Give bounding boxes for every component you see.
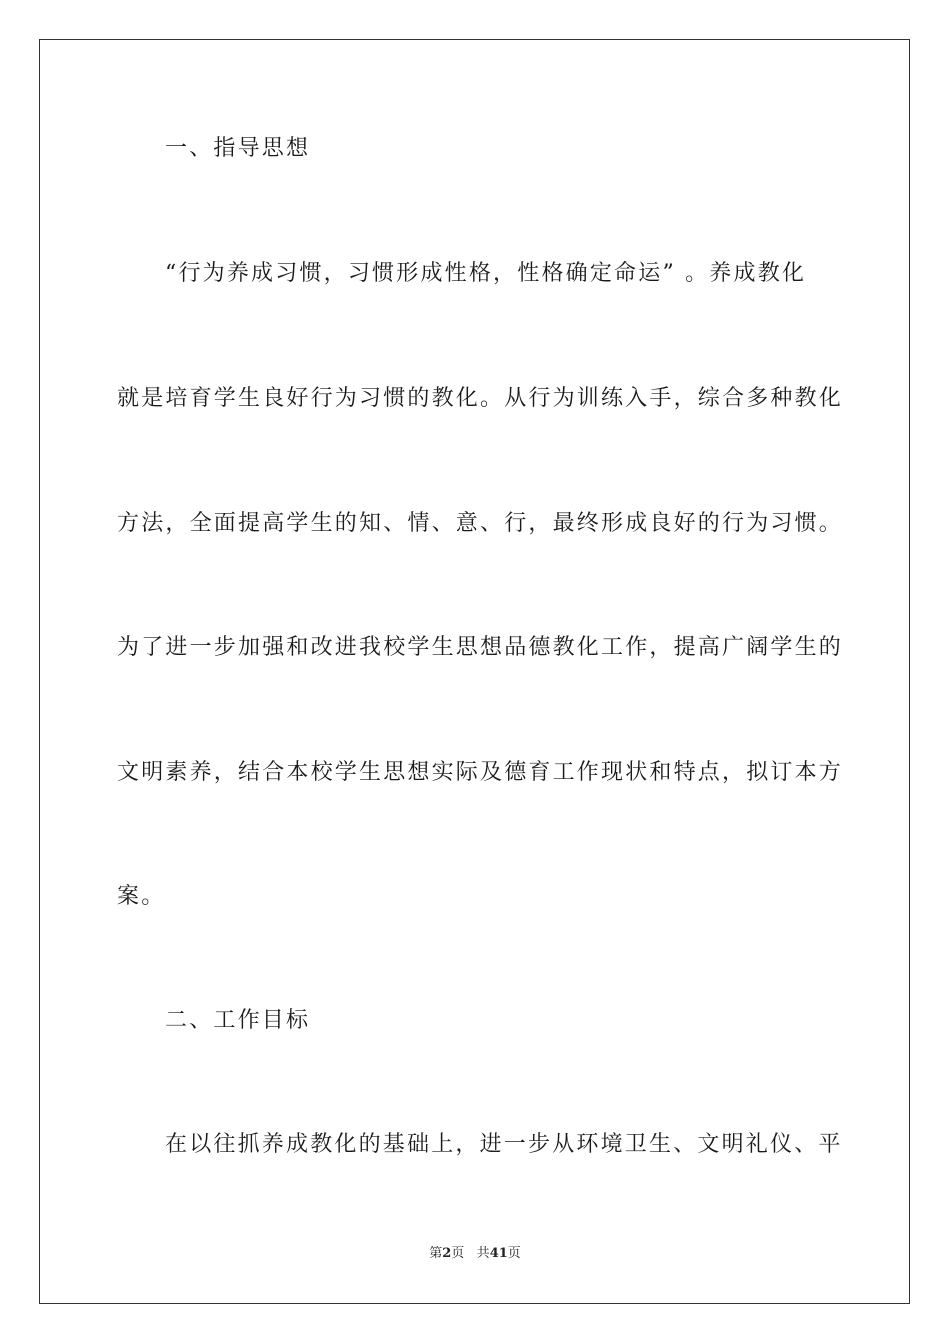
paragraph-line: “行为养成习惯，习惯形成性格，性格确定命运” 。养成教化 [165,261,807,286]
page-suffix: 页 [451,1246,465,1261]
paragraph-line: 文明素养，结合本校学生思想实际及德育工作现状和特点，拟订本方 [117,760,844,785]
total-prefix: 共 [476,1246,490,1261]
current-page-number: 2 [442,1246,452,1261]
page-footer [0,1245,950,1263]
paragraph-line: 在以往抓养成教化的基础上，进一步从环境卫生、文明礼仪、平 [165,1132,843,1157]
page-border [39,39,910,1304]
section-heading-work-goals: 二、工作目标 [165,1008,311,1033]
paragraph-line: 就是培育学生良好行为习惯的教化。从行为训练入手，综合多种教化 [117,386,844,411]
paragraph-line: 方法，全面提高学生的知、情、意、行，最终形成良好的行为习惯。 [117,511,844,536]
paragraph-line: 案。 [117,884,166,909]
total-page-count: 41 [489,1246,508,1261]
section-heading-guiding-ideology: 一、指导思想 [165,136,311,161]
paragraph-line: 为了进一步加强和改进我校学生思想品德教化工作，提高广阔学生的 [117,635,844,660]
total-suffix: 页 [507,1246,521,1261]
page-prefix: 第 [429,1246,443,1261]
